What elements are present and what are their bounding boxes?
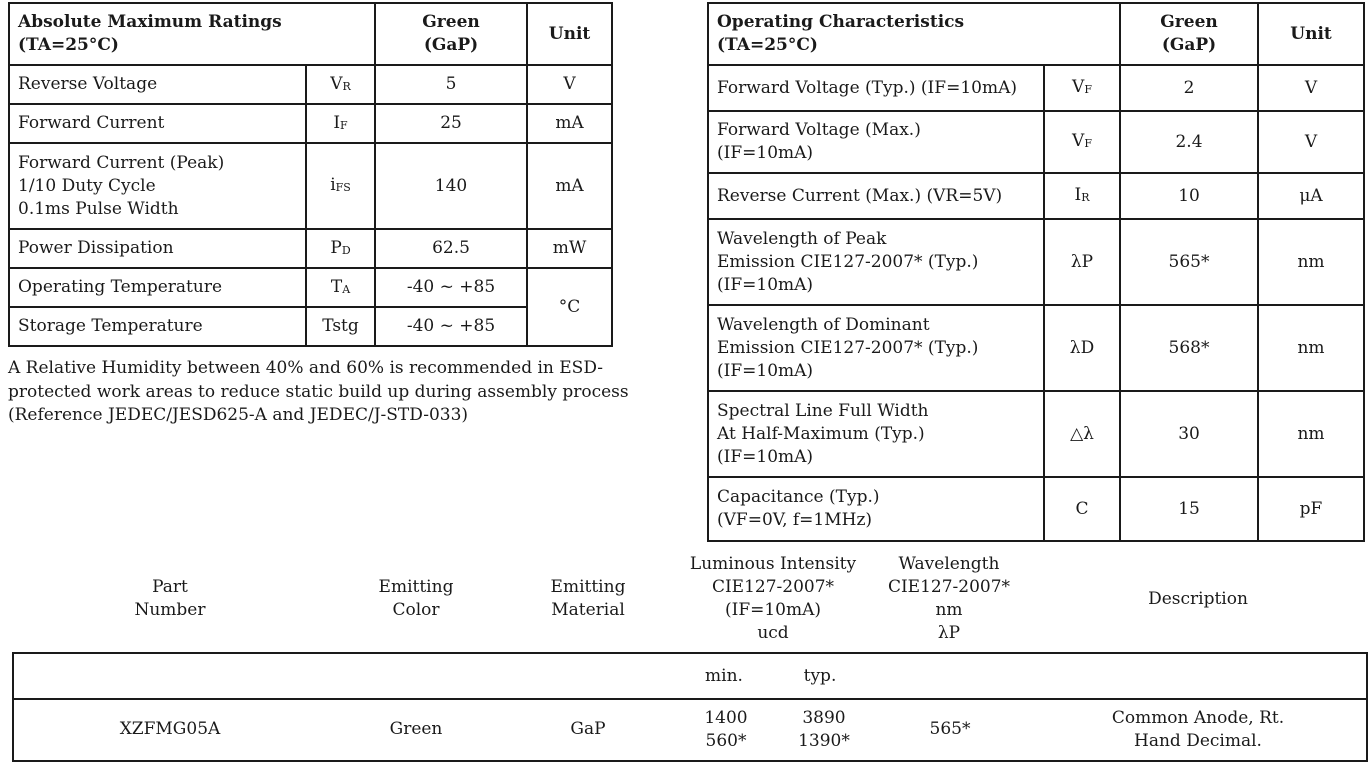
param-cell: Power Dissipation — [9, 229, 306, 268]
op-unit-header: Unit — [1258, 3, 1364, 65]
table-row — [9, 104, 612, 143]
op-title: Operating Characteristics — [717, 12, 965, 32]
value-cell: 30 — [1120, 391, 1258, 477]
table-row — [708, 173, 1364, 219]
luminous-min-cell: 1400 560* — [704, 708, 748, 751]
abs-title-cell — [9, 3, 375, 65]
value-cell: 10 — [1120, 173, 1258, 219]
header-luminous-intensity: Luminous Intensity CIE127-2007* (IF=10mA) ucd — [689, 554, 857, 643]
param-cell: Wavelength of Peak Emission CIE127-2007* (Typ.) (IF=10mA) — [708, 219, 1044, 305]
abs-title: Absolute Maximum Ratings — [18, 12, 282, 32]
emitting-material-cell: GaP — [570, 719, 606, 739]
symbol-cell: $T_A$ — [306, 268, 375, 307]
value-cell: 5 — [375, 65, 527, 104]
param-cell: Capacitance (Typ.) (VF=0V, f=1MHz) — [708, 477, 1044, 541]
header-emitting-color: Emitting Color — [378, 577, 454, 620]
param-cell: Reverse Voltage — [9, 65, 306, 104]
symbol-cell: $P_D$ — [306, 229, 375, 268]
op-green-header: Green (GaP) — [1120, 3, 1258, 65]
symbol-cell: Tstg — [306, 307, 375, 346]
table-row — [9, 143, 612, 229]
value-cell: 62.5 — [375, 229, 527, 268]
table-row — [708, 65, 1364, 111]
unit-cell: mA — [527, 143, 612, 229]
table-row — [9, 307, 612, 346]
unit-cell: mW — [527, 229, 612, 268]
value-cell: -40 ~ +85 — [375, 307, 527, 346]
symbol-cell: $V_F$ — [1044, 111, 1120, 173]
unit-cell: nm — [1258, 219, 1364, 305]
humidity-note: A Relative Humidity between 40% and 60% is recommended in ESD-protected work areas to reduce static build up during assembly process (Reference JEDEC/JESD625-A and JEDEC/J-STD-033) — [8, 358, 629, 425]
value-cell: 565* — [1120, 219, 1258, 305]
value-cell: 25 — [375, 104, 527, 143]
unit-cell: mA — [527, 104, 612, 143]
symbol-cell: λP — [1044, 219, 1120, 305]
unit-cell: V — [527, 65, 612, 104]
op-subtitle: (TA=25°C) — [717, 35, 818, 55]
abs-unit-header: Unit — [527, 3, 612, 65]
param-cell: Reverse Current (Max.) (VR=5V) — [708, 173, 1044, 219]
unit-cell: pF — [1258, 477, 1364, 541]
operating-characteristics-table — [707, 2, 1365, 542]
unit-cell: nm — [1258, 305, 1364, 391]
table-row — [708, 305, 1364, 391]
param-cell: Storage Temperature — [9, 307, 306, 346]
value-cell: 2.4 — [1120, 111, 1258, 173]
table-row — [9, 268, 612, 307]
wavelength-cell: 565* — [929, 719, 971, 739]
param-cell: Forward Current — [9, 104, 306, 143]
table-row — [708, 219, 1364, 305]
abs-subtitle: (TA=25°C) — [18, 35, 119, 55]
header-wavelength: Wavelength CIE127-2007* nm λP — [887, 554, 1011, 643]
symbol-cell: λD — [1044, 305, 1120, 391]
value-cell: -40 ~ +85 — [375, 268, 527, 307]
header-description: Description — [1148, 589, 1248, 609]
description-cell: Common Anode, Rt. Hand Decimal. — [1111, 708, 1285, 751]
luminous-typ-cell: 3890 1390* — [798, 708, 850, 751]
value-cell: 2 — [1120, 65, 1258, 111]
table-row — [9, 65, 612, 104]
unit-cell: V — [1258, 111, 1364, 173]
emitting-color-cell: Green — [389, 719, 443, 739]
unit-cell-temperature: °C — [527, 268, 612, 346]
min-label: min. — [705, 666, 743, 686]
param-cell: Forward Voltage (Max.) (IF=10mA) — [708, 111, 1044, 173]
value-cell: 15 — [1120, 477, 1258, 541]
header-emitting-material: Emitting Material — [550, 577, 626, 620]
param-cell: Forward Current (Peak) 1/10 Duty Cycle 0.1ms Pulse Width — [9, 143, 306, 229]
param-cell: Wavelength of Dominant Emission CIE127-2007* (Typ.) (IF=10mA) — [708, 305, 1044, 391]
param-cell: Spectral Line Full Width At Half-Maximum (Typ.) (IF=10mA) — [708, 391, 1044, 477]
op-title-cell — [708, 3, 1120, 65]
table-row — [9, 229, 612, 268]
value-cell: 568* — [1120, 305, 1258, 391]
symbol-cell: $i_{FS}$ — [306, 143, 375, 229]
typ-label: typ. — [803, 666, 837, 686]
symbol-cell: △λ — [1044, 391, 1120, 477]
header-part-number: Part Number — [134, 577, 206, 620]
unit-cell: nm — [1258, 391, 1364, 477]
part-number-cell: XZFMG05A — [119, 719, 221, 739]
abs-green-header: Green (GaP) — [375, 3, 527, 65]
param-cell: Operating Temperature — [9, 268, 306, 307]
value-cell: 140 — [375, 143, 527, 229]
table-row — [708, 477, 1364, 541]
symbol-cell: $V_R$ — [306, 65, 375, 104]
unit-cell: μA — [1258, 173, 1364, 219]
param-cell: Forward Voltage (Typ.) (IF=10mA) — [708, 65, 1044, 111]
table-row — [708, 391, 1364, 477]
symbol-cell: C — [1044, 477, 1120, 541]
table-row — [708, 111, 1364, 173]
part-table-divider — [12, 698, 1368, 700]
symbol-cell: $I_F$ — [306, 104, 375, 143]
absolute-max-ratings-table — [8, 2, 613, 347]
symbol-cell: $V_F$ — [1044, 65, 1120, 111]
unit-cell: V — [1258, 65, 1364, 111]
symbol-cell: $I_R$ — [1044, 173, 1120, 219]
